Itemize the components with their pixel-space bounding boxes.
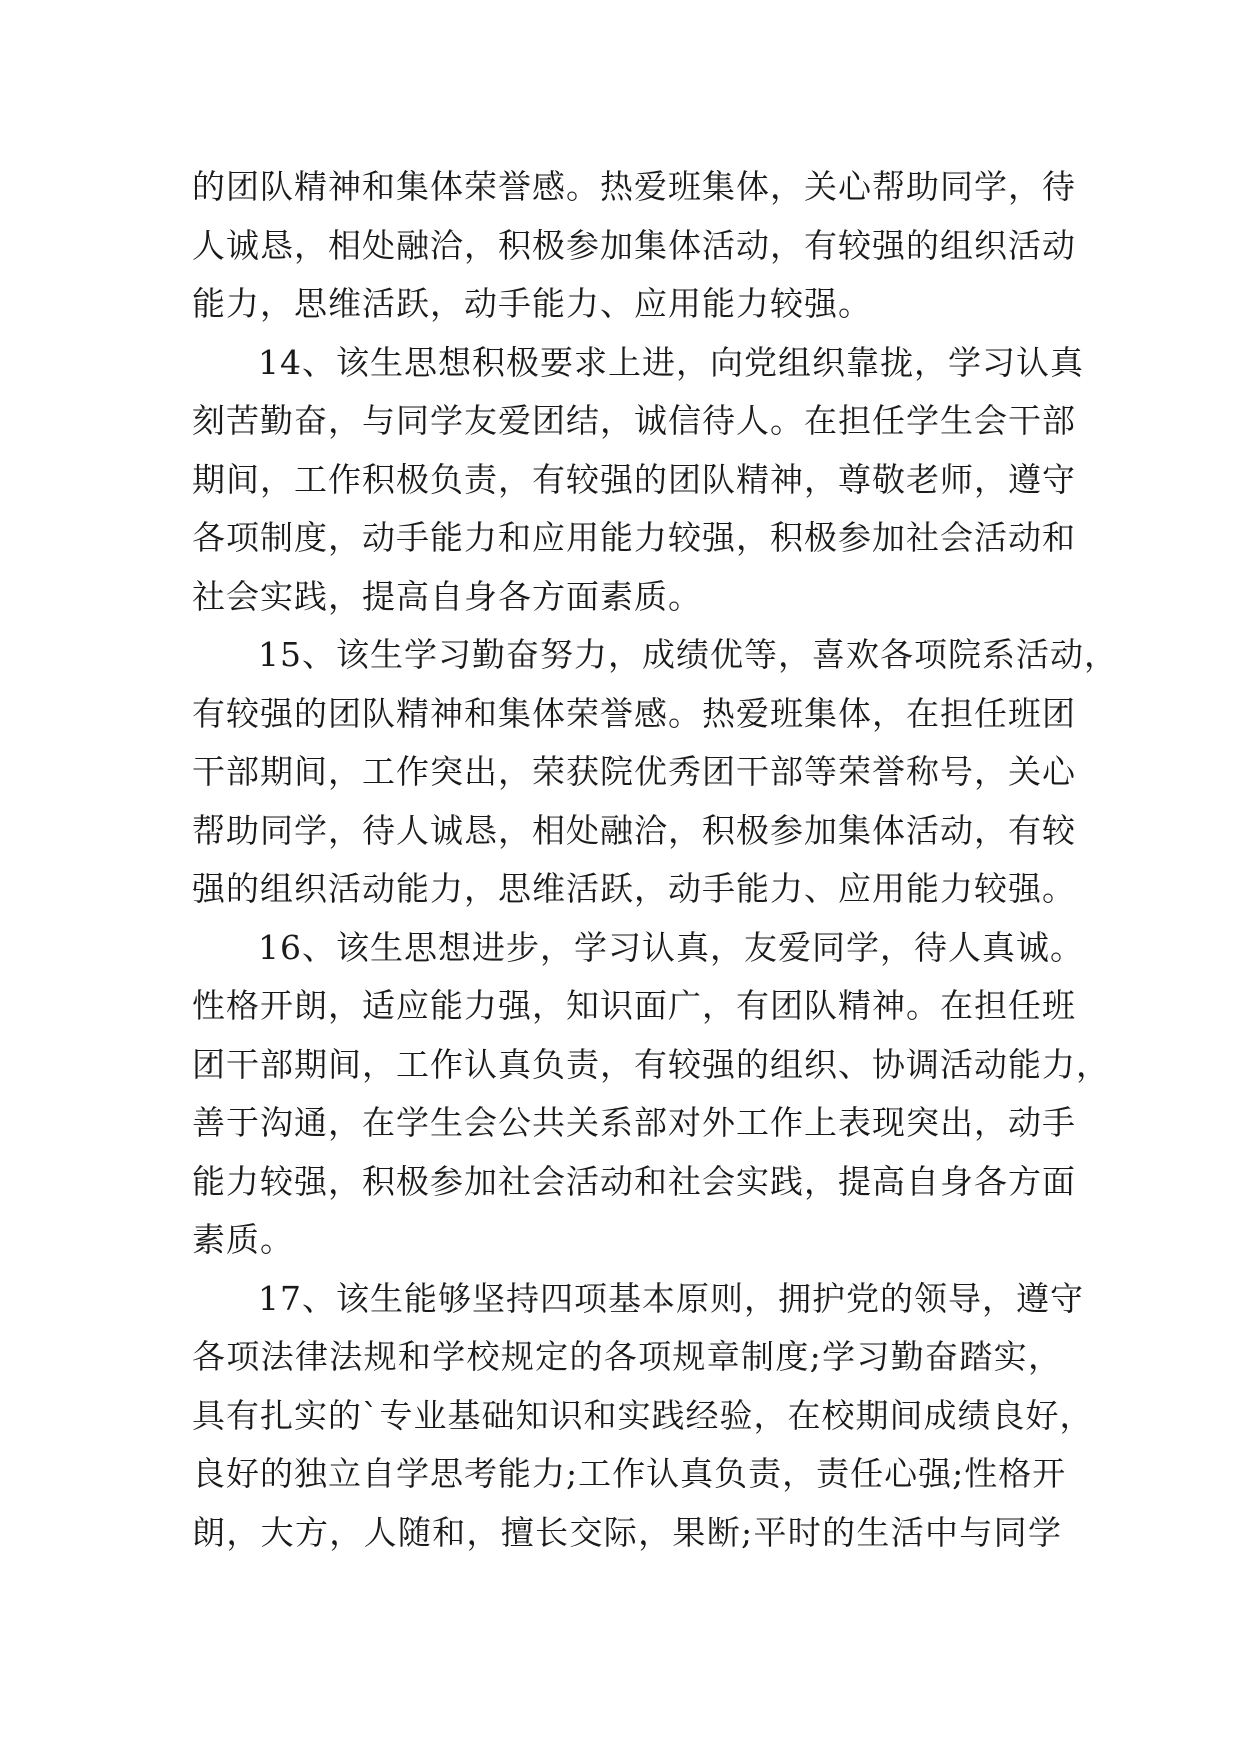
text-line: 社会实践，提高自身各方面素质。 <box>192 576 702 616</box>
text-line: 期间，工作积极负责，有较强的团队精神，尊敬老师，遵守 <box>192 459 1076 499</box>
text-line: 帮助同学，待人诚恳，相处融洽，积极参加集体活动，有较 <box>192 810 1076 850</box>
text-line: 有较强的团队精神和集体荣誉感。热爱班集体，在担任班团 <box>192 693 1076 733</box>
text-line: 朗，大方，人随和，擅长交际，果断;平时的生活中与同学 <box>192 1512 1062 1552</box>
paragraph-start-line: 16、该生思想进步，学习认真，友爱同学，待人真诚。 <box>258 927 1084 967</box>
text-line: 能力较强，积极参加社会活动和社会实践，提高自身各方面 <box>192 1161 1076 1201</box>
text-line: 各项制度，动手能力和应用能力较强，积极参加社会活动和 <box>192 518 1076 557</box>
text-line: 人诚恳，相处融洽，积极参加集体活动，有较强的组织活动 <box>192 225 1076 265</box>
text-line: 善于沟通，在学生会公共关系部对外工作上表现突出，动手 <box>192 1103 1076 1142</box>
text-line: 干部期间，工作突出，荣获院优秀团干部等荣誉称号，关心 <box>192 752 1076 791</box>
text-line: 团干部期间，工作认真负责，有较强的组织、协调活动能力， <box>192 1044 1110 1084</box>
paragraph-start-line: 15、该生学习勤奋努力，成绩优等，喜欢各项院系活动， <box>258 635 1118 674</box>
text-line: 能力，思维活跃，动手能力、应用能力较强。 <box>192 284 872 323</box>
paragraph-start-line: 17、该生能够坚持四项基本原则，拥护党的领导，遵守 <box>258 1278 1084 1318</box>
text-line: 具有扎实的`专业基础知识和实践经验，在校期间成绩良好， <box>192 1395 1094 1435</box>
text-line: 性格开朗，适应能力强，知识面广，有团队精神。在担任班 <box>192 986 1076 1025</box>
text-line: 良好的独立自学思考能力;工作认真负责，责任心强;性格开 <box>192 1454 1067 1493</box>
text-line: 强的组织活动能力，思维活跃，动手能力、应用能力较强。 <box>192 869 1076 908</box>
text-line: 素质。 <box>192 1220 294 1259</box>
paragraph-start-line: 14、该生思想积极要求上进，向党组织靠拢，学习认真 <box>258 342 1084 382</box>
text-line: 刻苦勤奋，与同学友爱团结，诚信待人。在担任学生会干部 <box>192 401 1076 440</box>
text-line: 各项法律法规和学校规定的各项规章制度;学习勤奋踏实， <box>192 1337 1062 1376</box>
body-text <box>192 158 1118 1562</box>
text-line: 的团队精神和集体荣誉感。热爱班集体，关心帮助同学，待 <box>192 167 1076 206</box>
